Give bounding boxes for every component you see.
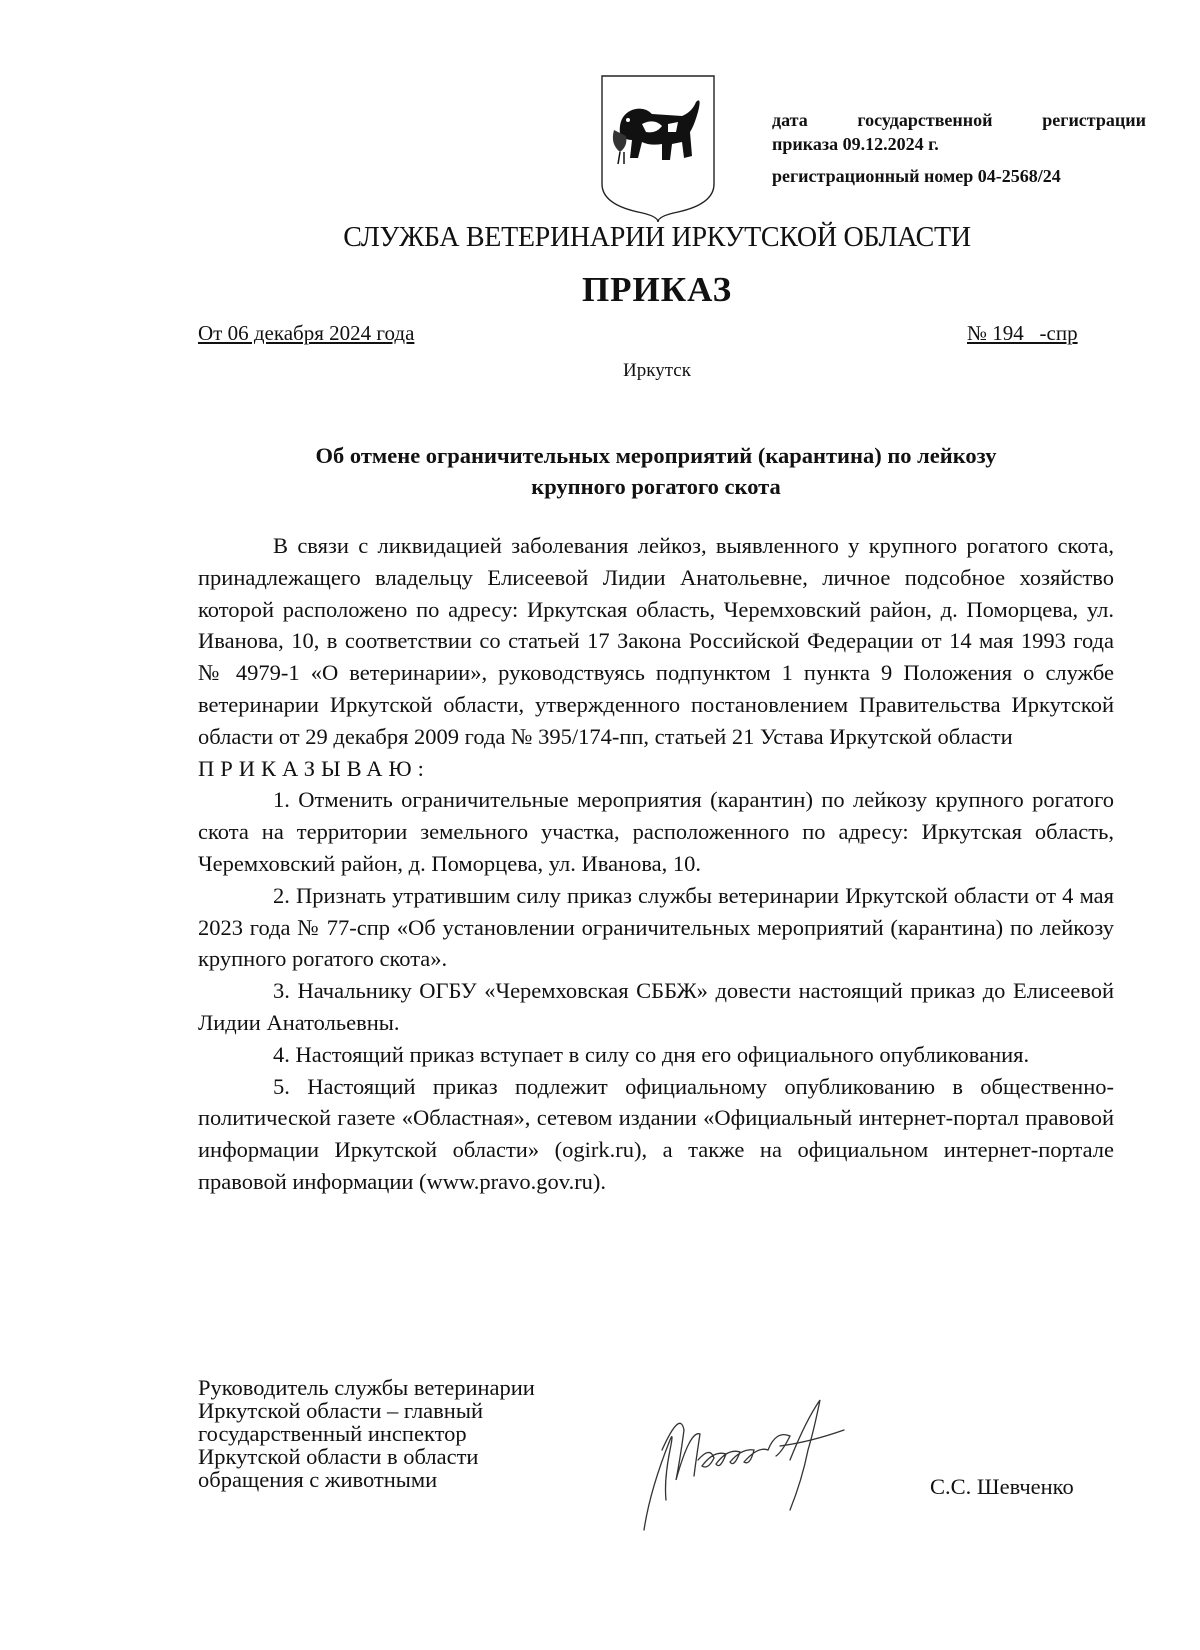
order-number: № 194 -спр bbox=[967, 321, 1078, 345]
signer-position-line: государственный инспектор bbox=[198, 1421, 467, 1446]
subject-line-1: Об отмене ограничительных мероприятий (карантина) по лейкозу bbox=[315, 443, 997, 468]
subject-line-2: крупного рогатого скота bbox=[531, 474, 781, 499]
order-body bbox=[198, 530, 1114, 1198]
order-city: Иркутск bbox=[623, 360, 691, 381]
registration-number: регистрационный номер 04-2568/24 bbox=[772, 166, 1061, 186]
order-item-1: 1. Отменить ограничительные мероприятия (карантин) по лейкозу крупного рогатого скота на территории земельного участка, расположенного по адресу: Иркутская область, Черемховский район, д. Поморцева, ул. Иванова, 10. bbox=[198, 787, 1114, 876]
registration-label-part3: регистрации bbox=[1042, 110, 1146, 130]
order-date: От 06 декабря 2024 года bbox=[198, 321, 415, 345]
order-subject bbox=[198, 440, 1114, 502]
preamble-paragraph: В связи с ликвидацией заболевания лейкоз, выявленного у крупного рогатого скота, принадлежащего владельцу Елисеевой Лидии Анатольевне, личное подсобное хозяйство которой расположено по адресу: Иркутская область, Черемховский район, д. Поморцева, ул. Иванова, 10, в соответствии со статьей 17 Закона Российской Федерации от 14 мая 1993 года № 4979-1 «О ветеринарии», руководствуясь подпунктом 1 пункта 9 Положения о службе ветеринарии Иркутской области, утвержденного постановлением Правительства Иркутской области от 29 декабря 2009 года № 395/174-пп, статьей 21 Устава Иркутской области bbox=[198, 533, 1114, 749]
agency-name: СЛУЖБА ВЕТЕРИНАРИИ ИРКУТСКОЙ ОБЛАСТИ bbox=[343, 222, 971, 253]
registration-block bbox=[772, 108, 1146, 188]
order-item-5: 5. Настоящий приказ подлежит официальному опубликованию в общественно-политической газете «Областная», сетевом издании «Официальный интернет-портал правовой информации Иркутской области» (ogirk.ru), а также на официальном интернет-портале правовой информации (www.pravo.gov.ru). bbox=[198, 1073, 1114, 1194]
signer-name: С.С. Шевченко bbox=[930, 1474, 1074, 1499]
signer-position bbox=[198, 1376, 658, 1491]
order-directive: ПРИКАЗЫВАЮ: bbox=[198, 755, 430, 781]
registration-label-part1: дата bbox=[772, 110, 808, 130]
registration-label-part2: государственной bbox=[857, 110, 993, 130]
registration-date: приказа 09.12.2024 г. bbox=[772, 134, 939, 154]
coat-of-arms-emblem bbox=[598, 72, 718, 222]
order-item-4: 4. Настоящий приказ вступает в силу со дня его официального опубликования. bbox=[273, 1041, 1030, 1067]
handwritten-signature bbox=[640, 1390, 870, 1540]
signer-position-line: Иркутской области – главный bbox=[198, 1398, 483, 1423]
signer-position-line: Руководитель службы ветеринарии bbox=[198, 1375, 535, 1400]
document-type: ПРИКАЗ bbox=[581, 270, 733, 309]
signer-position-line: Иркутской области в области bbox=[198, 1444, 479, 1469]
order-item-2: 2. Признать утратившим силу приказ службы ветеринарии Иркутской области от 4 мая 2023 года № 77-спр «Об установлении ограничительных мероприятий (карантина) по лейкозу крупного рогатого скота». bbox=[198, 882, 1114, 972]
signer-position-line: обращения с животными bbox=[198, 1467, 438, 1492]
order-item-3: 3. Начальнику ОГБУ «Черемховская СББЖ» довести настоящий приказ до Елисеевой Лидии Анатольевны. bbox=[198, 978, 1114, 1035]
